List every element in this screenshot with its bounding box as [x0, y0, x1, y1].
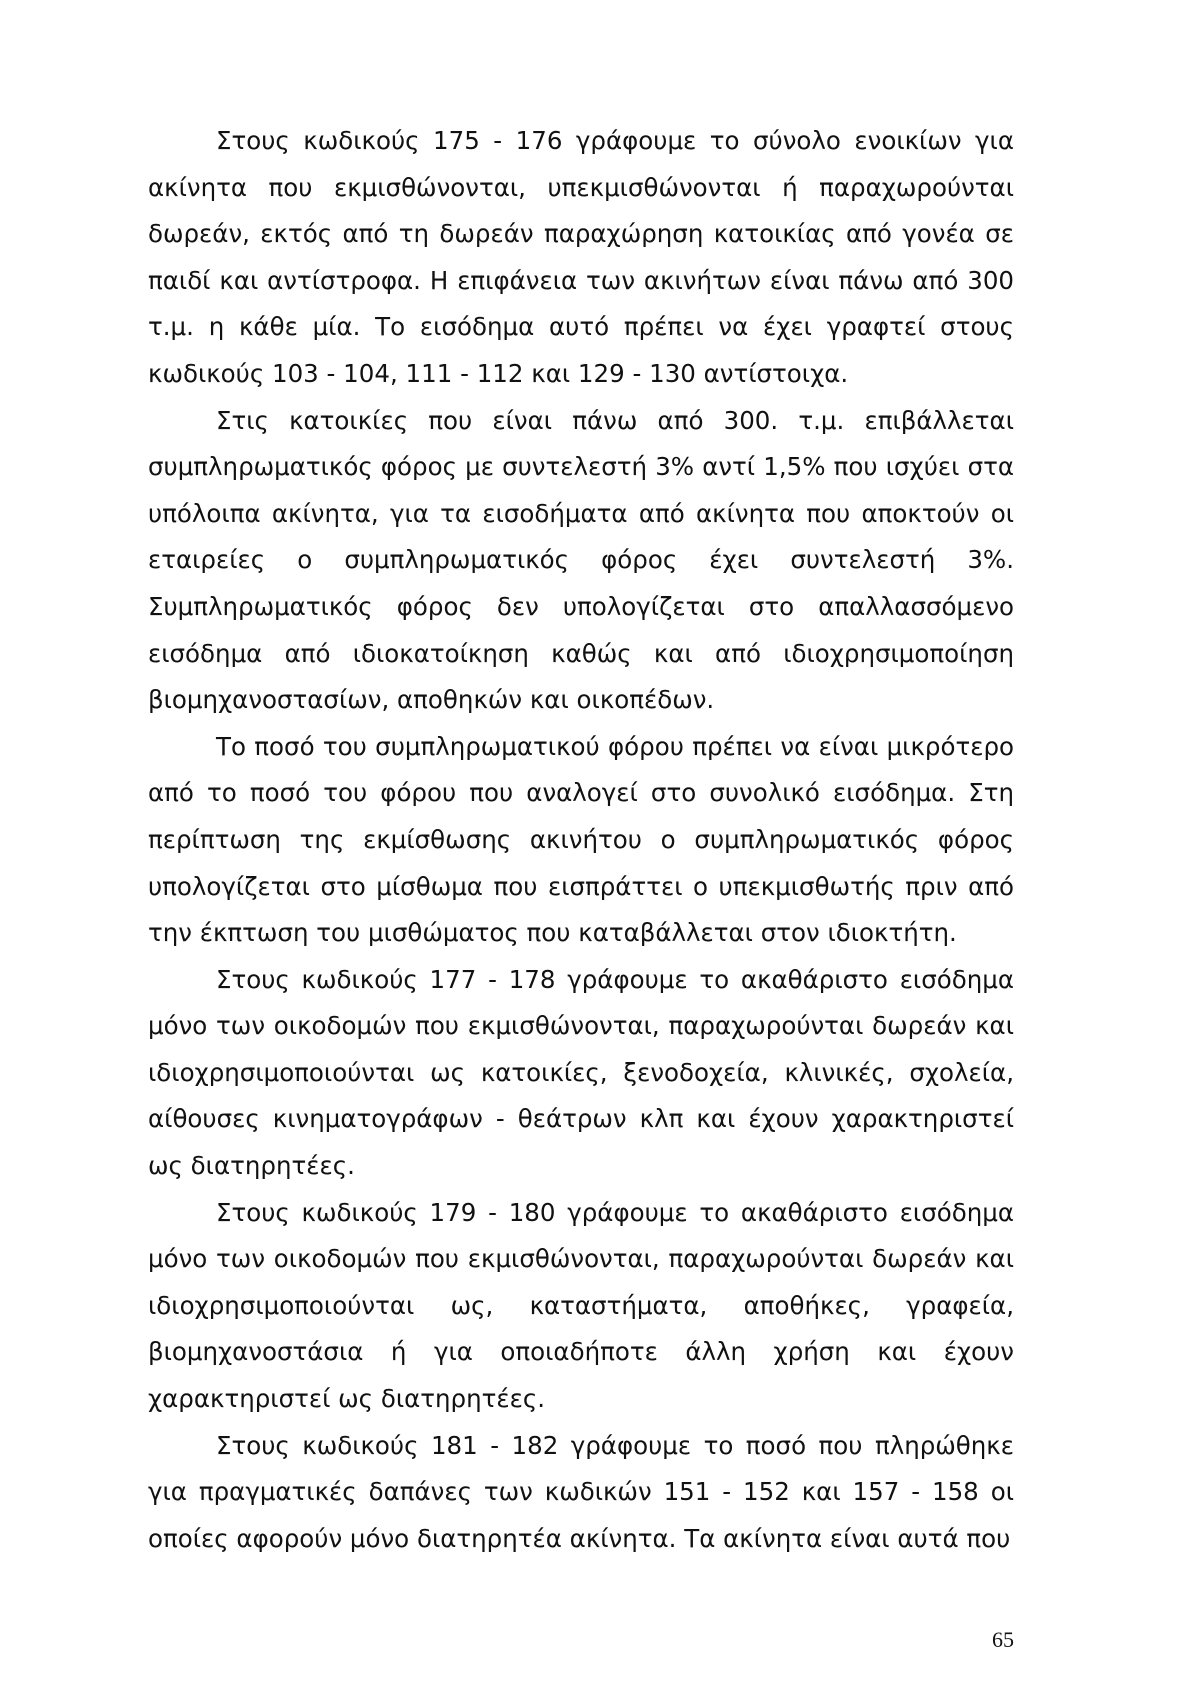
paragraph: Στις κατοικίες που είναι πάνω από 300. τ.μ. επιβάλλεται συμπληρωματικός φόρος με συντελεστή 3% αντί 1,5% που ισχύει στα υπόλοιπα ακίνητα, για τα εισοδήματα από ακίνητα που αποκτούν οι εταιρείες ο συμπληρωματικός φόρος έχει συντελεστή 3%. Συμπληρωματικός φόρος δεν υπολογίζεται στο απαλλασσόμενο εισόδημα από ιδιοκατοίκηση καθώς και από ιδιοχρησιμοποίηση βιομηχανοστασίων, αποθηκών και οικοπέδων.: [148, 405, 1014, 715]
paragraph: Στους κωδικούς 181 - 182 γράφουμε το ποσό που πληρώθηκε για πραγματικές δαπάνες των κωδικών 151 - 152 και 157 - 158 οι οποίες αφορούν μόνο διατηρητέα ακίνητα. Τα ακίνητα είναι αυτά που: [148, 1430, 1014, 1553]
body-text: [148, 118, 1014, 1562]
page-number: 65: [992, 1627, 1014, 1652]
paragraph: Στους κωδικούς 175 - 176 γράφουμε το σύνολο ενοικίων για ακίνητα που εκμισθώνονται, υπεκμισθώνονται ή παραχωρούνται δωρεάν, εκτός από τη δωρεάν παραχώρηση κατοικίας από γονέα σε παιδί και αντίστροφα. Η επιφάνεια των ακινήτων είναι πάνω από 300 τ.μ. η κάθε μία. Το εισόδημα αυτό πρέπει να έχει γραφτεί στους κωδικούς 103 - 104, 111 - 112 και 129 - 130 αντίστοιχα.: [148, 126, 1014, 388]
paragraph: Στους κωδικούς 179 - 180 γράφουμε το ακαθάριστο εισόδημα μόνο των οικοδομών που εκμισθώνονται, παραχωρούνται δωρεάν και ιδιοχρησιμοποιούνται ως, καταστήματα, αποθήκες, γραφεία, βιομηχανοστάσια ή για οποιαδήποτε άλλη χρήση και έχουν χαρακτηριστεί ως διατηρητέες.: [148, 1197, 1014, 1414]
paragraph: Το ποσό του συμπληρωματικού φόρου πρέπει να είναι μικρότερο από το ποσό του φόρου που αναλογεί στο συνολικό εισόδημα. Στη περίπτωση της εκμίσθωσης ακινήτου ο συμπληρωματικός φόρος υπολογίζεται στο μίσθωμα που εισπράττει ο υπεκμισθωτής πριν από την έκπτωση του μισθώματος που καταβάλλεται στον ιδιοκτήτη.: [148, 731, 1014, 948]
paragraph: Στους κωδικούς 177 - 178 γράφουμε το ακαθάριστο εισόδημα μόνο των οικοδομών που εκμισθώνονται, παραχωρούνται δωρεάν και ιδιοχρησιμοποιούνται ως κατοικίες, ξενοδοχεία, κλινικές, σχολεία, αίθουσες κινηματογράφων - θεάτρων κλπ και έχουν χαρακτηριστεί ως διατηρητέες.: [148, 964, 1014, 1181]
